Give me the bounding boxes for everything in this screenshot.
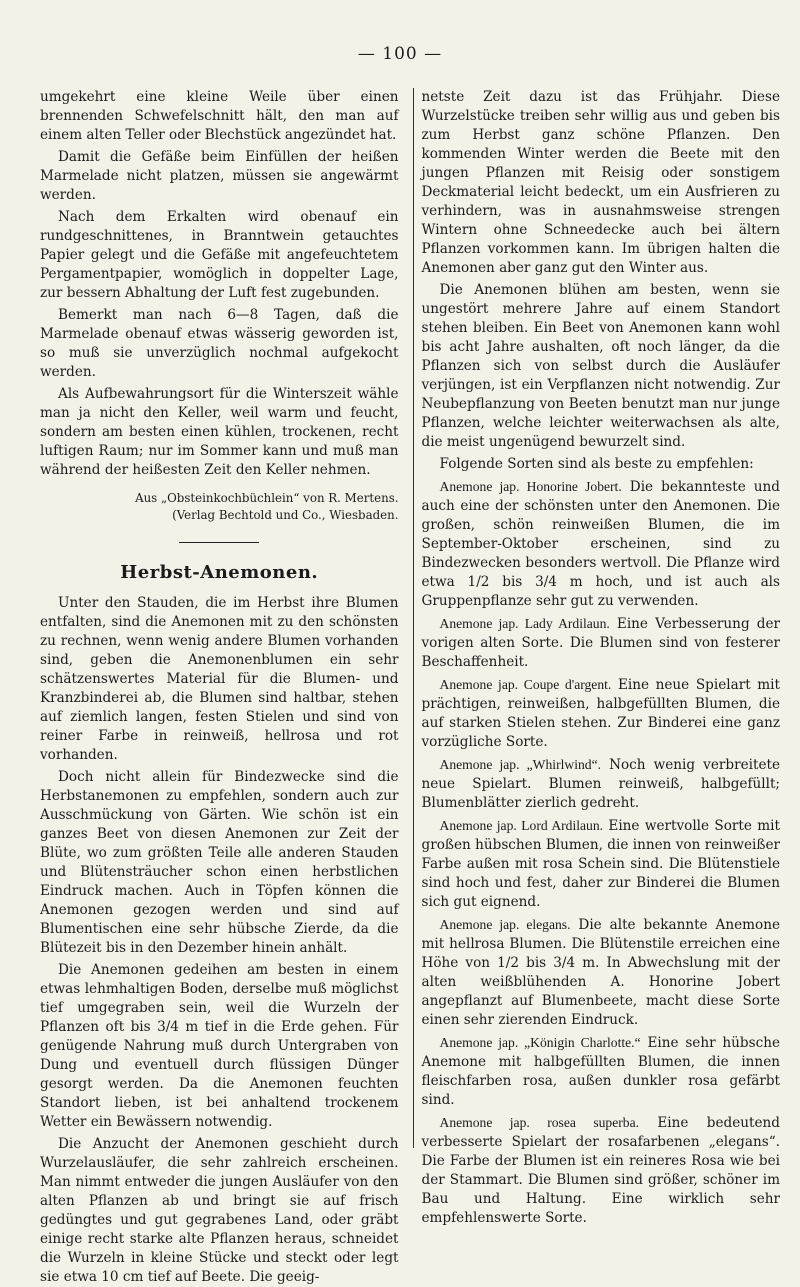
- article-heading: Herbst-Anemonen.: [120, 562, 319, 583]
- body-paragraph: Die Anemonen gedeihen am besten in einem etwas lehmhaltigen Boden, derselbe muß möglichst tief umgegraben sein, weil die Wurzeln der Pflanzen oft bis 3/4 m tief in die Erde gehen. Für genügende Nahrung muß durch Untergraben von Dung und eventuell durch flüssigen Dünger gesorgt werden. Da die Anemonen feuchten Standort lieben, ist bei anhaltend trockenem Wetter ein Bewässern notwendig.: [40, 962, 399, 1130]
- variety-description: Eine sehr hübsche Anemone mit halbgefüllten Blumen, die innen fleischfarben rosa, außen dunkler rosa gefärbt sind.: [421, 1035, 780, 1108]
- variety-entry: [422, 614, 781, 672]
- right-column: [413, 88, 781, 1226]
- body-paragraph: Damit die Gefäße beim Einfüllen der heißen Marmelade nicht platzen, müssen sie angewärmt werden.: [40, 149, 399, 203]
- variety-name: Anemone jap. Honorine Jobert.: [439, 479, 622, 494]
- two-column-body: [40, 88, 781, 1285]
- body-paragraph: Als Aufbewahrungsort für die Winterszeit wähle man ja nicht den Keller, weil warm und feucht, sondern am besten einen kühlen, trockenen, recht luftigen Raum; nur im Sommer kann und muß man während der heißesten Zeit den Keller nehmen.: [40, 386, 399, 478]
- body-paragraph: Die Anemonen blühen am besten, wenn sie ungestört mehrere Jahre auf einem Standort stehen bleiben. Ein Beet von Anemonen kann wohl bis acht Jahre aushalten, oft noch länger, da die Pflanzen sich von selbst durch die Ausläufer verjüngen, ist ein Verpflanzen nicht notwendig. Zur Neubepflanzung von Beeten benutzt man nur junge Pflanzen, welche leichter weiterwachsen als alte, die meist ungenügend bewurzelt sind.: [421, 282, 780, 450]
- variety-entry: [422, 1033, 781, 1110]
- variety-entry: [422, 915, 781, 1030]
- variety-name: Anemone jap. Lady Ardilaun.: [439, 616, 610, 631]
- variety-description: Eine bedeutend verbesserte Spielart der rosafarbenen „elegans“. Die Farbe der Blumen ist ein reineres Rosa wie bei der Stammart. Die Blumen sind größer, schöner im Bau und Haltung. Eine wirklich sehr empfehlenswerte Sorte.: [421, 1115, 780, 1226]
- variety-entry: [422, 477, 781, 611]
- variety-description: Die alte bekannte Anemone mit hellrosa Blumen. Die Blütenstile erreichen eine Höhe von 1/2 bis 3/4 m. In Abwechslung mit der alten weißblühenden A. Honorine Jobert angepflanzt auf Blumenbeete, macht diese Sorte einen sehr zierenden Eindruck.: [421, 917, 781, 1028]
- variety-description: Die bekannteste und auch eine der schönsten unter den Anemonen. Die großen, schön reinweißen Blumen, die im September-Oktober erscheinen, sind zu Bindezwecken besonders wertvoll. Die Pflanze wird etwa 1/2 bis 3/4 m hoch, und ist auch als Gruppenpflanze sehr gut zu verwenden.: [421, 479, 781, 609]
- body-paragraph: Folgende Sorten sind als beste zu empfehlen:: [439, 456, 754, 472]
- variety-name: Anemone jap. Lord Ardilaun.: [439, 818, 604, 833]
- variety-description: Eine Verbesserung der vorigen alten Sorte. Die Blumen sind von festerer Beschaffenheit.: [421, 616, 780, 670]
- section-divider: [179, 542, 259, 543]
- body-paragraph: Doch nicht allein für Bindezwecke sind die Herbstanemonen zu empfehlen, sondern auch zur Ausschmückung von Gärten. Wie schön ist ein ganzes Beet von diesen Anemonen zur Zeit der Blüte, wo zum größten Teile alle anderen Stauden und Blütensträucher schon einen herbstlichen Eindruck machen. Auch in Töpfen können die Anemonen gezogen werden und sind auf Blumentischen eine sehr hübsche Zierde, da die Blütezeit bis in den Dezember hinein anhält.: [40, 769, 399, 956]
- variety-name: Anemone jap. rosea superba.: [439, 1115, 639, 1130]
- variety-entry: [422, 1113, 781, 1228]
- body-paragraph: Die Anzucht der Anemonen geschieht durch Wurzelausläufer, die sehr zahlreich erscheinen. Man nimmt entweder die jungen Ausläufer von den alten Pflanzen ab und bringt sie auf frisch gedüngtes und gut gegrabenes Land, oder gräbt einige recht starke alte Pflanzen heraus, schneidet die Wurzeln in kleine Stücke und steckt oder legt sie etwa 10 cm tief auf Beete. Die geeig-: [40, 1136, 399, 1285]
- body-paragraph: Nach dem Erkalten wird obenauf ein rundgeschnittenes, in Branntwein getauchtes Papier gelegt und die Gefäße mit angefeuchtetem Pergamentpapier, womöglich in doppelter Lage, zur bessern Abhaltung der Luft fest zugebunden.: [40, 209, 399, 301]
- body-paragraph: netste Zeit dazu ist das Frühjahr. Diese Wurzelstücke treiben sehr willig aus und geben bis zum Herbst ganz schöne Pflanzen. Den kommenden Winter werden die Beete mit den jungen Pflanzen mit Reisig oder sonstigem Deckmaterial leicht bedeckt, um ein Ausfrieren zu verhindern, was in ausnahmsweise strengen Wintern ohne Schneedecke auch bei ältern Pflanzen vorkommen kann. Im übrigen halten die Anemonen aber ganz gut den Winter aus.: [421, 89, 780, 276]
- variety-name: Anemone jap. „Whirlwind“.: [439, 757, 602, 772]
- variety-description: Noch wenig verbreitete neue Spielart. Blumen reinweiß, halbgefüllt; Blumenblätter zierlich gedreht.: [421, 757, 780, 811]
- body-paragraph: Bemerkt man nach 6—8 Tagen, daß die Marmelade obenauf etwas wässerig geworden ist, so muß sie unverzüglich nochmal aufgekocht werden.: [40, 307, 399, 380]
- page-number: — 100 —: [357, 44, 443, 64]
- variety-description: Eine neue Spielart mit prächtigen, reinweißen, halbgefüllten Blumen, die auf starken Stielen stehen. Zur Binderei eine ganz vorzügliche Sorte.: [421, 677, 780, 750]
- variety-entry: [422, 755, 781, 813]
- variety-name: Anemone jap. „Königin Charlotte.“: [439, 1035, 641, 1050]
- body-paragraph: Unter den Stauden, die im Herbst ihre Blumen entfalten, sind die Anemonen mit zu den schönsten zu rechnen, wenn wenig andere Blumen vorhanden sind, geben die Anemonenblumen ein sehr schätzenswertes Material für die Blumen- und Kranzbinderei ab, die Blumen sind haltbar, stehen auf ziemlich langen, festen Stielen und sind von reiner Farbe in reinweiß, hellrosa und rot vorhanden.: [40, 595, 399, 763]
- body-paragraph: umgekehrt eine kleine Weile über einen brennenden Schwefelschnitt hält, den man auf einem alten Teller oder Blechstück angezündet hat.: [40, 89, 399, 143]
- citation-line: Aus „Obsteinkochbüchlein“ von R. Mertens.: [135, 491, 399, 505]
- variety-entry: [422, 816, 781, 912]
- variety-description: Eine wertvolle Sorte mit großen hübschen Blumen, die innen von reinweißer Farbe außen mit rosa Schein sind. Die Blütenstiele sind hoch und fest, daher zur Binderei die Blumen sich gut eignend.: [421, 818, 780, 910]
- variety-entry: [422, 675, 781, 752]
- citation-line: (Verlag Bechtold und Co., Wiesbaden.: [172, 508, 399, 522]
- variety-name: Anemone jap. elegans.: [439, 917, 571, 932]
- variety-name: Anemone jap. Coupe d'argent.: [439, 677, 612, 692]
- left-column: [40, 88, 399, 1285]
- source-citation: [40, 490, 399, 524]
